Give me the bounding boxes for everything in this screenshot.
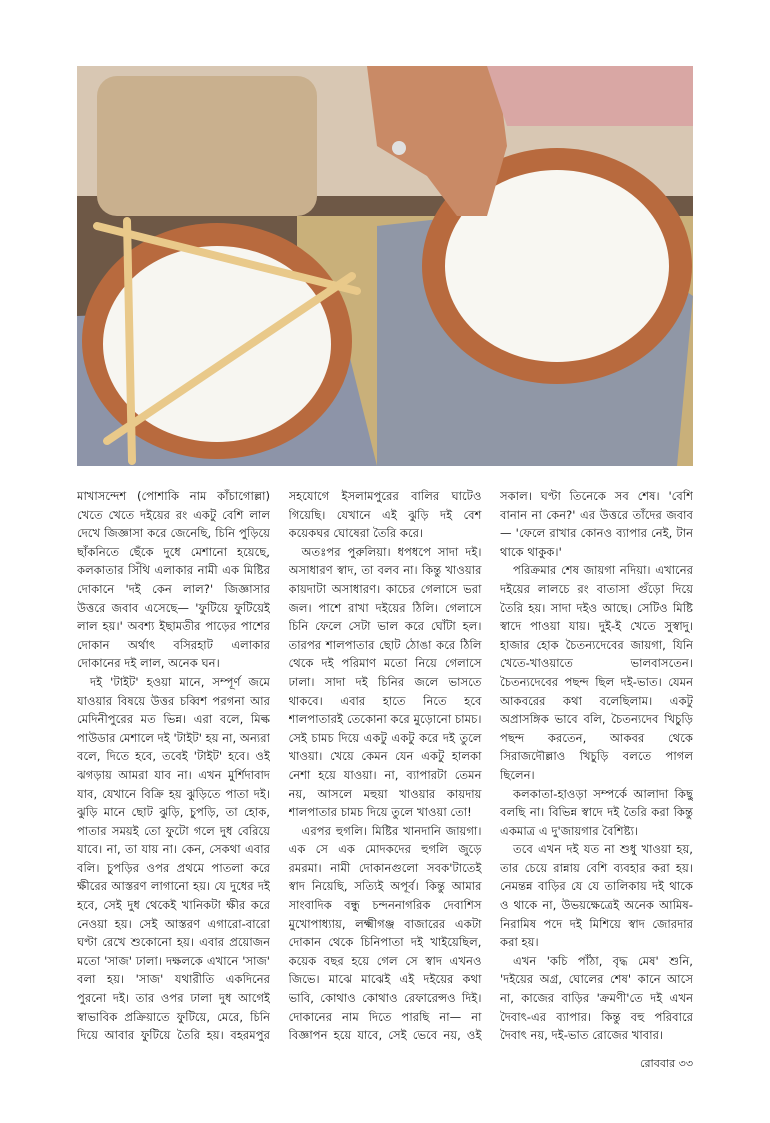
- paragraph: সকাল। ঘণ্টা তিনেকে সব শেষ। 'বেশি বানান না কেন?' এর উত্তরে তাঁদের জবাব— 'ফেলে রাখার কোনও ব্যাপার নেই, টান থাকে থাকুক।': [500, 489, 693, 559]
- paragraph: এখন 'কচি পাঁঠা, বৃদ্ধ মেষ' শুনি, 'দইয়ের অগ্র, ঘোলের শেষ' কানে আসে না, কাজের বাড়ির 'ক্রমণী'তে দই এখন দৈবাৎ-এর ব্যাপার। কিন্তু বহু পরিবারে দৈবাৎ নয়, দই-ভাত রোজের খাবার।: [500, 953, 693, 1043]
- paragraph: এরপর হুগলি। মিষ্টির খানদানি জায়গা। এক সে এক মোদকদের হুগলি জুড়ে রমরমা। নামী দোকানগুলো সবক'টাতেই স্বাদ নিয়েছি, সত্যিই অপূর্ব। কিন্তু আমার সাংবাদিক বন্ধু চন্দননাগরিক দেবাশিস মুখোপাধ্যায়, লক্ষ্মীগঞ্জ বাজারের একটা দোকান থেকে চিনিপাতা দই খাইয়েছিল, কয়েক বছর হয়ে গেল সে স্বাদ এখনও জিভে। মাঝে মাঝেই এই দইয়ের কথা ভাবি, কোথাও কোথাও রেফারেন্সও দিই। দোকানের নাম দিতে পারছি না— না বিজ্ঞাপন হয়ে যাবে, সেই ভেবে নয়, ওই: [288, 823, 482, 1043]
- shirt-sleeve: [487, 66, 693, 126]
- curd-pots-photo: [77, 66, 693, 466]
- paragraph: পরিক্রমার শেষ জায়গা নদিয়া। এখানের দইয়ের লালচে রং বাতাসা গুঁড়ো দিয়ে তৈরি হয়। সাদা দইও আছে। সেটিও মিষ্টি স্বাদে পাওয়া যায়। দুই-ই খেতে সুস্বাদু। হাজার হোক চৈতন্যদেবের জায়গা, যিনি খেতে-খাওয়াতে ভালবাসতেন। চৈতন্যদেবের পছন্দ ছিল দই-ভাত। যেমন আকবরের কথা বলেছিলাম। একটু অপ্রাসঙ্গিক ভাবে বলি, চৈতন্যদেব খিচুড়ি পছন্দ করতেন, আকবর থেকে সিরাজদৌল্লাও খিচুড়ি বলতে পাগল ছিলেন।: [500, 563, 693, 782]
- photo-illustration: [77, 66, 693, 466]
- paragraph: মাখাসন্দেশ (পোশাকি নাম কাঁচাগোল্লা) খেতে খেতে দইয়ের রং একটু বেশি লাল দেখে জিজ্ঞাসা করে জেনেছি, চিনি পুড়িয়ে ছাঁকনিতে ছেঁকে দুধে মেশানো হয়েছে, কলকাতার সিঁথি এলাকার নামী এক মিষ্টির দোকানে 'দই কেন লাল?' জিজ্ঞাসার উত্তরে জবাব এসেছে— 'ফুটিয়ে ফুটিয়েই লাল হয়।' অবশ্য ইছামতীর পাড়ের পাশের দোকান অর্থাৎ বসিরহাট এলাকার দোকানের দই লাল, অনেক ঘন।: [77, 489, 270, 671]
- paragraph: সহযোগে ইসলামপুরের বালির ঘাটেও গিয়েছি। যেখানে এই ঝুড়ি দই বেশ কয়েকঘর ঘোষেরা তৈরি করে।: [288, 489, 482, 541]
- paragraph: কলকাতা-হাওড়া সম্পর্কে আলাদা কিছু বলছি না। বিভিন্ন স্বাদে দই তৈরি করা কিন্তু একমাত্র এ দু'জায়গার বৈশিষ্ট্য।: [500, 786, 693, 838]
- paragraph: [500, 1045, 693, 1047]
- column-3: [500, 487, 693, 1047]
- ring: [392, 141, 406, 155]
- column-2: [289, 487, 482, 1047]
- page-footer: রোববার ৩৩: [640, 1057, 693, 1070]
- paragraph: অতঃপর পুরুলিয়া। ধপধপে সাদা দই। অসাধারণ স্বাদ, তা বলব না। কিন্তু খাওয়ার কায়দাটা অসাধারণ। কাচের গেলাসে ভরা জল। পাশে রাখা দইয়ের ঠিলি। গেলাসে চিনি ফেলে সেটা ভাল করে ঘোঁটা হল। তারপর শালপাতার ছোট ঠোঙা করে ঠিলি থেকে দই পরিমাণ মতো নিয়ে গেলাসে ঢালা। সাদা দই চিনির জলে ভাসতে থাকবে। এবার হাতে নিতে হবে শালপাতারই তেকোনা করে মুড়োনো চামচ। সেই চামচ দিয়ে একটু একটু করে দই তুলে খাওয়া। খেয়ে কেমন যেন একটু হালকা নেশা হয়ে যাওয়া। না, ব্যাপারটা তেমন নয়, আসলে মহুয়া খাওয়ার কায়দায় শালপাতার চামচ দিয়ে তুলে খাওয়া তো!: [288, 544, 482, 820]
- paragraph: তবে এখন দই যত না শুধু খাওয়া হয়, তার চেয়ে রান্নায় বেশি ব্যবহার করা হয়। নেমন্তন্ন বাড়ির যে যে তালিকায় দই থাকে ও থাকে না, উভয়ক্ষেত্রেই অনেক আমিষ-নিরামিষ পদে দই মিশিয়ে স্বাদ জোরদার করা হয়।: [500, 842, 693, 950]
- column-1: [77, 487, 270, 1047]
- paragraph: দই 'টাইট' হওয়া মানে, সম্পূর্ণ জমে যাওয়ার বিষয়ে উত্তর চব্বিশ পরগনা আর মেদিনীপুরের মত ভিন্ন। এরা বলে, মিল্ক পাউডার মেশালে দই 'টাইট' হয় না, অন্যরা বলে, দিতে হবে, তবেই 'টাইট' হবে। ওই ঝগড়ায় আমরা যাব না। এখন মুর্শিদাবাদ যাব, যেখানে বিক্রি হয় ঝুড়িতে পাতা দই। ঝুড়ি মানে ছোট ঝুড়ি, চুপড়ি, তা হোক, পাতার সময়ই তো ফুটো গলে দুধ বেরিয়ে যাবে। না, তা যায় না। কেন, সেকথা এবার বলি। চুপড়ির ওপর প্রথমে পাতলা করে ক্ষীরের আস্তরণ লাগানো হয়। যে দুধের দই হবে, সেই দুধ থেকেই খানিকটা ক্ষীর করে নেওয়া হয়। সেই আস্তরণ এগারো-বারো ঘণ্টা রেখে শুকোনো হয়। এবার প্রয়োজন মতো 'সাজ' ঢালা। দক্ষলকে এখানে 'সাজ' বলা হয়। 'সাজ' যথারীতি একদিনের পুরনো দই। তার ওপর ঢালা দুধ আগেই স্বাভাবিক প্রক্রিয়াতে ফুটিয়ে, মেরে, চিনি দিয়ে আবার ফুটিয়ে তৈরি হয়। বহরমপুর: [77, 674, 270, 1043]
- background-cushion: [97, 76, 317, 216]
- article-columns: [77, 487, 693, 1047]
